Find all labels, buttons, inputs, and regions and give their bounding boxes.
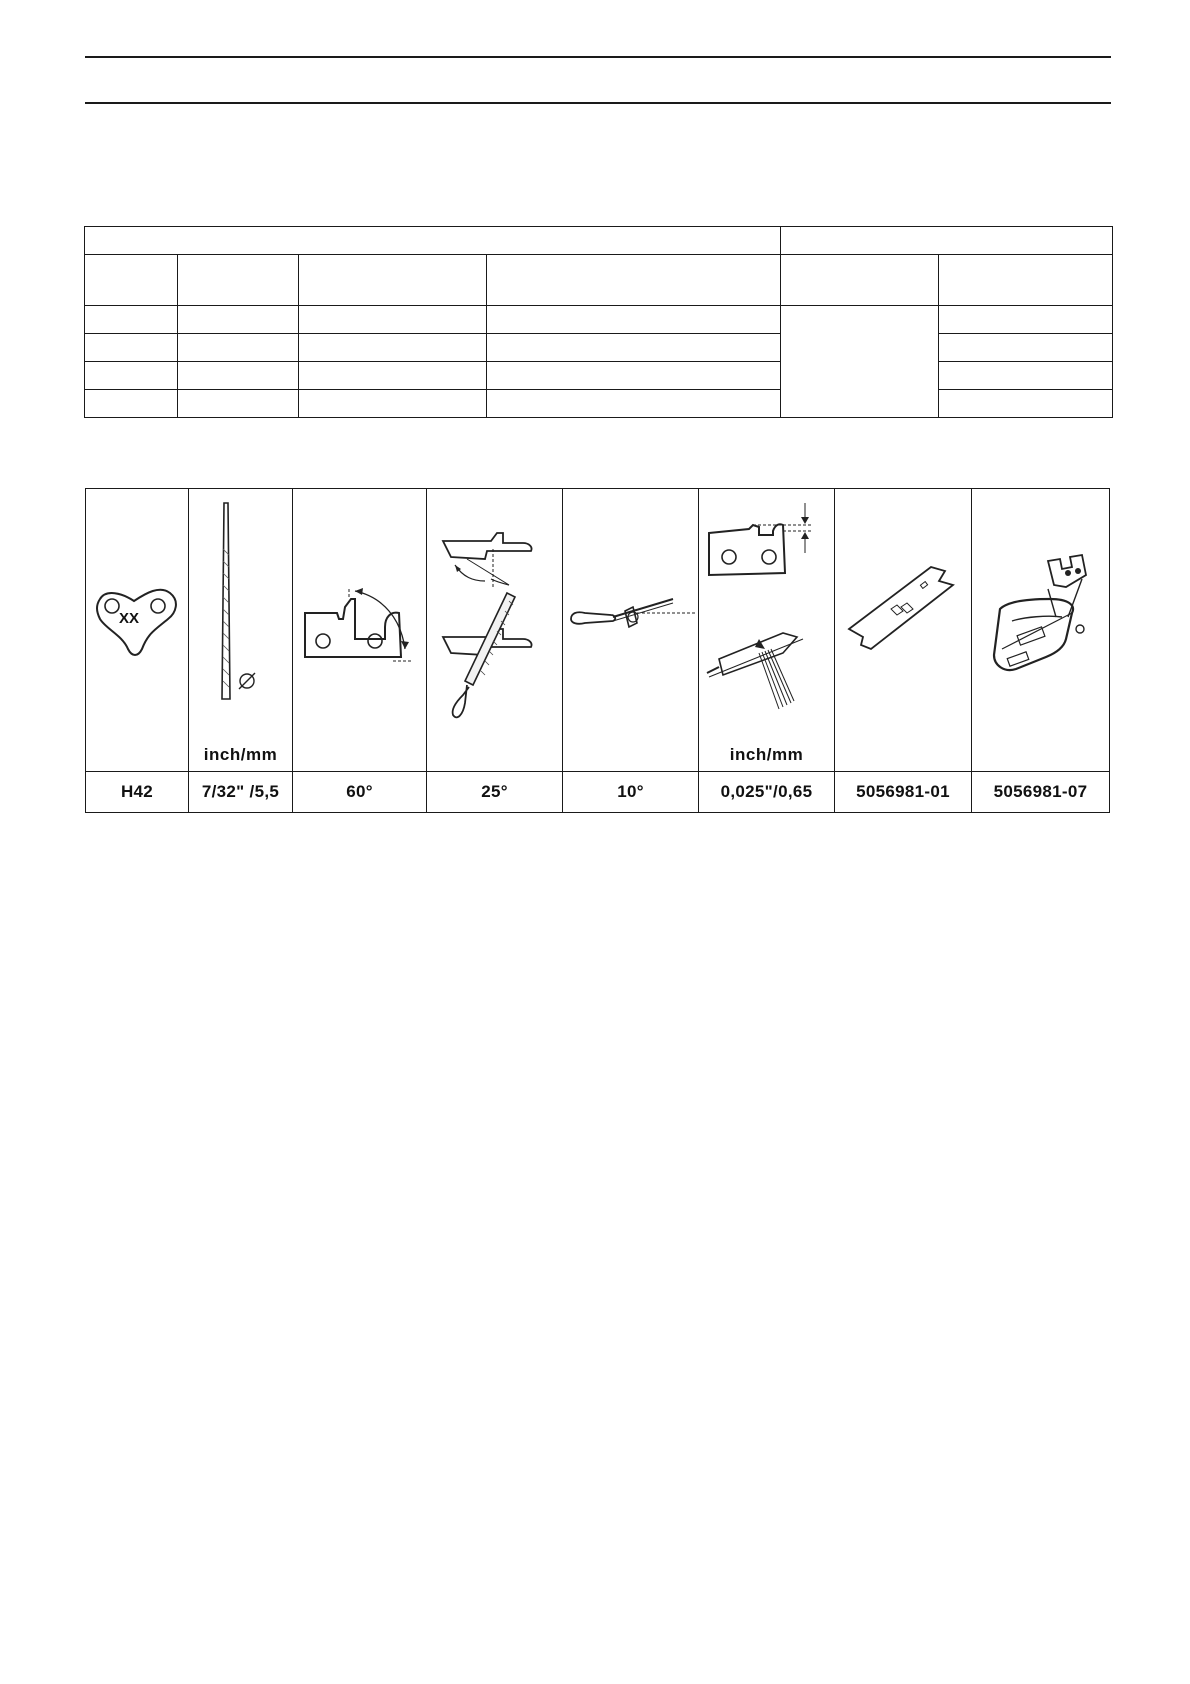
file-guide-icon [972, 489, 1110, 771]
top-plate-angle-cell [293, 489, 427, 772]
table-cell [178, 390, 299, 418]
table-cell [939, 306, 1113, 334]
table-header-cell [939, 255, 1113, 306]
depth-gauge-unit: inch/mm [729, 745, 804, 764]
side-plate-angle-cell [427, 489, 563, 772]
depth-gauge-cell [699, 489, 835, 772]
round-file-cell [189, 489, 293, 772]
table-header-cell [781, 227, 1113, 255]
table-cell [178, 362, 299, 390]
file-holder-angle-value: 10° [563, 772, 699, 813]
drive-link-icon [86, 489, 189, 771]
table-header-cell [487, 255, 781, 306]
table-cell [85, 334, 178, 362]
table-cell [939, 334, 1113, 362]
sharpening-data-table [85, 488, 1110, 813]
table-cell [85, 390, 178, 418]
file-guide-cell [972, 489, 1110, 772]
table-cell [178, 306, 299, 334]
table-cell [299, 390, 487, 418]
table-cell-merged [781, 306, 939, 418]
table-cell [299, 362, 487, 390]
table-header-cell [85, 255, 178, 306]
table-cell [85, 306, 178, 334]
cutter-angle-icon [293, 489, 427, 771]
table-header-cell [781, 255, 939, 306]
table-cell [487, 334, 781, 362]
depth-gauge-tool-cell [835, 489, 972, 772]
depth-gauge-tool-icon [835, 489, 972, 771]
table-cell [939, 362, 1113, 390]
table-cell [487, 390, 781, 418]
file-holder-icon [563, 489, 699, 771]
round-file-icon [189, 489, 293, 771]
depth-gauge-icon [699, 489, 835, 771]
file-diameter-value: 7/32" /5,5 [189, 772, 293, 813]
link-marking-value: H42 [86, 772, 189, 813]
file-holding-angle-icon [427, 489, 563, 771]
table-cell [487, 362, 781, 390]
file-holder-angle-cell [563, 489, 699, 772]
file-guide-part-number: 5056981-07 [972, 772, 1110, 813]
table-cell [299, 306, 487, 334]
header-rule-bottom [85, 102, 1111, 104]
depth-gauge-tool-part-number: 5056981-01 [835, 772, 972, 813]
chain-link-cell [86, 489, 189, 772]
bar-chain-combination-table [84, 226, 1113, 418]
file-diameter-unit: inch/mm [203, 745, 278, 764]
table-cell [178, 334, 299, 362]
side-plate-angle-value: 25° [427, 772, 563, 813]
depth-gauge-value: 0,025"/0,65 [699, 772, 835, 813]
table-header-cell [178, 255, 299, 306]
table-cell [487, 306, 781, 334]
header-rule-top [85, 56, 1111, 58]
table-cell [939, 390, 1113, 418]
table-cell [85, 362, 178, 390]
top-plate-angle-value: 60° [293, 772, 427, 813]
link-marking-label: XX [119, 610, 140, 627]
table-header-cell [85, 227, 781, 255]
table-header-cell [299, 255, 487, 306]
table-cell [299, 334, 487, 362]
